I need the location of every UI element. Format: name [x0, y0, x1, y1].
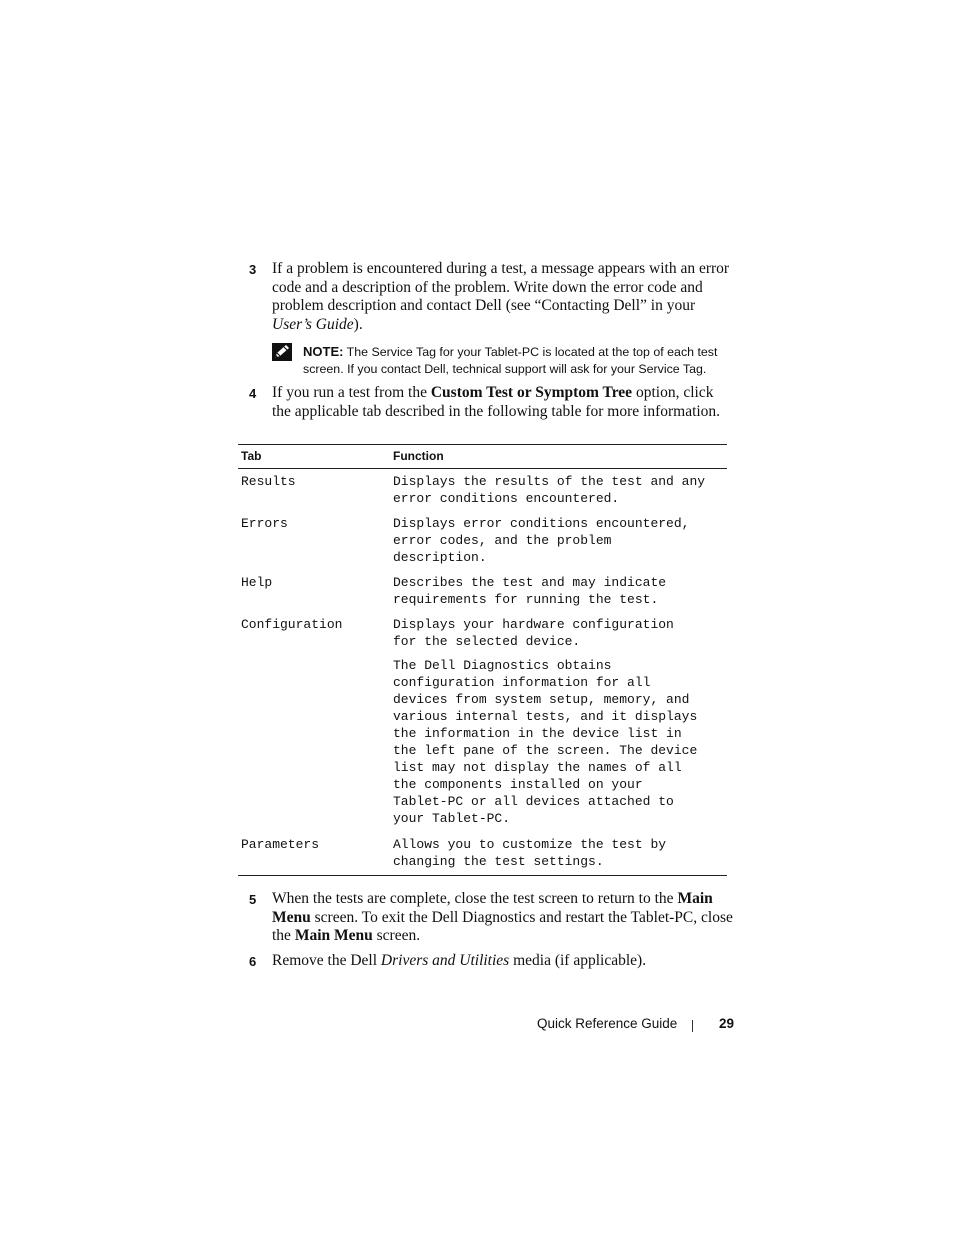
step-text-run: If a problem is encountered during a test, a message appears with an error code and a description of the problem. Write down the error code and problem description and contact Dell (see “Contacting Dell” in your [272, 260, 730, 315]
table-header-rule [238, 468, 727, 469]
step-text-run: media (if applicable). [509, 952, 647, 969]
footer-title: Quick Reference Guide [537, 1016, 678, 1031]
table-header-tab: Tab [241, 449, 262, 463]
step-text-run: ). [353, 315, 363, 333]
table-cell-tab: Parameters [241, 837, 320, 852]
note-pencil-icon [271, 342, 293, 362]
note-body: The Service Tag for your Tablet-PC is located at the top of each test screen. If you contact Dell, technical support will ask for your Service Tag. [303, 345, 718, 376]
table-header-function: Function [393, 449, 444, 463]
table-cell-tab: Errors [241, 516, 288, 531]
step-number: 5 [249, 892, 257, 907]
table-cell-tab: Results [241, 474, 296, 489]
step-text-run: User’s Guide [272, 315, 354, 333]
step-text [272, 952, 736, 971]
step-number: 4 [249, 386, 257, 401]
step-text [272, 384, 736, 421]
step-text-run: When the tests are complete, close the test screen to return to the [272, 890, 678, 907]
footer-separator [692, 1020, 693, 1032]
table-cell-tab: Configuration [241, 617, 343, 632]
table-cell-function: Displays the results of the test and any error conditions encountered. [393, 474, 706, 506]
step-text-run: Main Menu [272, 890, 713, 926]
table-cell-function: Displays error conditions encountered, error codes, and the problem description. [393, 516, 690, 565]
note-text [303, 343, 743, 378]
step-text-run: If you run a test from the [272, 384, 431, 401]
page-number: 29 [719, 1016, 735, 1031]
step-text-run: screen. [372, 927, 421, 945]
step-number: 3 [249, 262, 257, 277]
table-cell-tab: Help [241, 575, 273, 590]
step-text [272, 890, 736, 946]
note-label: NOTE: [303, 344, 344, 359]
step-text-run: Main Menu [294, 927, 373, 945]
step-text-run: Custom Test or Symptom Tree [430, 384, 633, 401]
step-text-run: Drivers and Utilities [380, 952, 510, 969]
step-number: 6 [249, 954, 257, 969]
table-top-rule [238, 444, 727, 445]
table-cell-function: Allows you to customize the test by changing the test settings. [393, 837, 667, 869]
table-cell-function: The Dell Diagnostics obtains configuration information for all devices from system setup, memory, and various internal tests, and it displays the information in the device list in the left pane of the screen. The device list may not display the names of all the components installed on your Tablet-PC or all devices attached to your Tablet-PC. [393, 658, 698, 826]
table-cell-function: Describes the test and may indicate requirements for running the test. [393, 575, 667, 607]
step-text-run: screen. To exit the Dell Diagnostics and restart the Tablet-PC, close the [272, 908, 733, 945]
step-text-run: option, click the applicable tab described in the following table for more information. [272, 384, 721, 420]
step-text-run: Remove the Dell [272, 952, 381, 969]
step-text [272, 260, 736, 334]
table-cell-function: Displays your hardware configuration for the selected device. [393, 617, 674, 649]
table-bottom-rule [238, 875, 727, 876]
